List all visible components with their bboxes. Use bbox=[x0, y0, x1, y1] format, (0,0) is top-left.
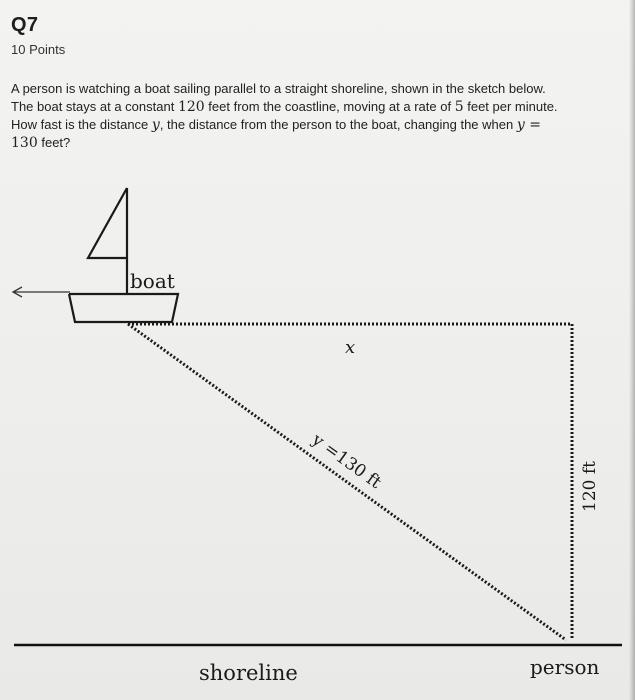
variable-y: y bbox=[151, 117, 160, 133]
rate-value: 5 bbox=[454, 99, 464, 115]
question-title: Q7 bbox=[11, 14, 39, 36]
line2-pre: The boat stays at a constant bbox=[11, 99, 178, 114]
page-edge-shadow bbox=[629, 0, 635, 700]
boat-hull bbox=[69, 294, 178, 322]
distance-value: 120 bbox=[177, 99, 205, 115]
sail-shape bbox=[88, 188, 127, 258]
equals-sign: = bbox=[524, 117, 541, 133]
y-label: y =130 ft bbox=[308, 429, 385, 493]
line2-post: feet per minute. bbox=[463, 99, 558, 114]
y-distance-line bbox=[128, 324, 566, 640]
line3-mid: , the distance from the person to the boat, changing the when bbox=[159, 117, 517, 132]
line4-post: feet? bbox=[37, 135, 71, 150]
line3-pre: How fast is the distance bbox=[11, 117, 152, 132]
question-points: 10 Points bbox=[11, 42, 66, 57]
person-label: person bbox=[530, 655, 600, 679]
shoreline-label: shoreline bbox=[199, 661, 298, 685]
boat-label: boat bbox=[130, 269, 175, 293]
x-label: x bbox=[345, 337, 356, 358]
line2-mid: feet from the coastline, moving at a rate of bbox=[204, 99, 455, 114]
variable-y-2: y bbox=[516, 117, 525, 133]
height-label: 120 ft bbox=[580, 461, 600, 512]
question-line-1: A person is watching a boat sailing parallel to a straight shoreline, shown in the sketch below. bbox=[11, 81, 546, 96]
target-value: 130 bbox=[11, 135, 38, 151]
